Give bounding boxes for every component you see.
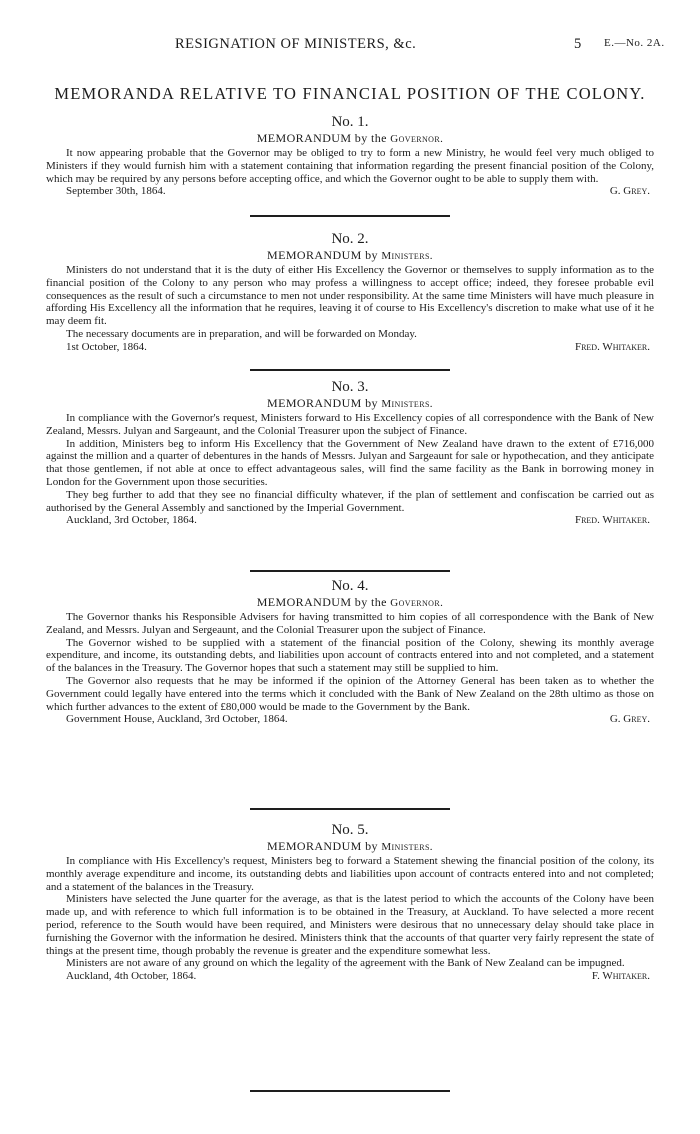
- memo-number: No. 3.: [331, 379, 369, 395]
- memo-heading: [46, 839, 654, 855]
- document-title: MEMORANDA RELATIVE TO FINANCIAL POSITION OF THE COLONY.: [54, 84, 646, 103]
- section-divider: [250, 1090, 450, 1092]
- memo-author: Governor.: [390, 597, 444, 609]
- section-divider: [250, 808, 450, 810]
- signature-line: [46, 970, 654, 983]
- signature-line: [46, 185, 654, 198]
- memo-paragraph: The Governor thanks his Responsible Advisers for having transmitted to him copies of all correspondence with the Bank of New Zealand, and Messrs. Julyan and Sergeaunt, and the Colonial Treasurer upon the subject of Finance.: [46, 611, 654, 636]
- memo-heading-text: MEMORANDUM by: [267, 396, 378, 410]
- memo-signature: Fred. Whitaker.: [574, 514, 650, 527]
- running-title: RESIGNATION OF MINISTERS, &c.: [175, 36, 417, 52]
- running-header: [0, 36, 700, 54]
- memo-signature: Fred. Whitaker.: [574, 340, 650, 353]
- memorandum-5: [46, 822, 654, 983]
- section-divider: [250, 570, 450, 572]
- memo-author: Governor.: [390, 133, 444, 145]
- memo-heading: [46, 131, 654, 147]
- memo-paragraph: It now appearing probable that the Governor may be obliged to try to form a new Ministry, he would feel very much obliged to Ministers if they would furnish him with a statement containing that information regarding the present financial position of the Colony, which may be required by any persons before accepting office, and which the Governor ought to be able to supply them with.: [46, 147, 654, 185]
- memo-heading: [46, 396, 654, 412]
- memo-date: Auckland, 4th October, 1864.: [66, 970, 197, 983]
- memo-date: September 30th, 1864.: [66, 185, 166, 198]
- memo-paragraph: The Governor also requests that he may be informed if the opinion of the Attorney General has been taken as to whether the Government could legally have entered into the terms which it concluded with the Bank of New Zealand on the 28th ultimo as those on which further advances to the extent of £80,000 would be made to the Government by the Bank.: [46, 674, 654, 713]
- memo-date: 1st October, 1864.: [66, 340, 147, 353]
- memo-heading-text: MEMORANDUM by: [267, 248, 378, 262]
- memo-number: No. 4.: [331, 578, 369, 594]
- memo-heading-text: MEMORANDUM by the: [256, 131, 387, 145]
- memo-paragraph: In compliance with the Governor's request, Ministers forward to His Excellency copies of all correspondence with the Bank of New Zealand, Messrs. Julyan and Sargeaunt, and the Colonial Treasurer upon the subject of Finance.: [46, 412, 654, 437]
- memorandum-2: [46, 231, 654, 354]
- section-divider: [250, 369, 450, 371]
- signature-line: [46, 514, 654, 527]
- memo-number: No. 1.: [331, 114, 369, 130]
- page-number: 5: [574, 36, 582, 52]
- memo-paragraph: They beg further to add that they see no financial difficulty whatever, if the plan of settlement and confiscation be carried out as authorised by the General Assembly and sanctioned by the Imperial Government.: [46, 488, 654, 514]
- memo-paragraph: Ministers do not understand that it is the duty of either His Excellency the Governor or themselves to supply information as to the financial position of the Colony to any person who may profess a willingness to accept office; indeed, they foresee probable evil consequences as the result of such a circumstance to men not under responsibility. At the same time Ministers will have much pleasure in affording His Excellency all the information that he requires, leaving it of course to His Excellency's discretion to make what use of it he may deem fit.: [46, 264, 654, 328]
- series-reference: E.—No. 2A.: [604, 37, 665, 49]
- memo-signature: G. Grey.: [609, 713, 650, 726]
- memo-heading-text: MEMORANDUM by the: [256, 595, 387, 609]
- memo-number: No. 5.: [331, 822, 369, 838]
- memo-date: Government House, Auckland, 3rd October, 1864.: [66, 713, 288, 726]
- memo-heading: [46, 595, 654, 611]
- memorandum-4: [46, 578, 654, 726]
- signature-line: [46, 341, 654, 354]
- memo-author: Ministers.: [381, 398, 433, 410]
- memo-date: Auckland, 3rd October, 1864.: [66, 514, 197, 527]
- memo-author: Ministers.: [381, 250, 433, 262]
- memorandum-3: [46, 379, 654, 527]
- memo-paragraph: The necessary documents are in preparation, and will be forwarded on Monday.: [66, 327, 417, 340]
- memo-heading-text: MEMORANDUM by: [267, 839, 378, 853]
- memo-paragraph: In addition, Ministers beg to inform His Excellency that the Government of New Zealand have drawn to the extent of £716,000 against the million and a quarter of debentures in the hands of Messrs. Julyan and Sargeaunt for sale or hypothecation, and they anticipate that those gentlemen, if not able at once to effect advantageous sales, will find the same facility as the Bank in borrowing money in London for the Government upon those securities.: [46, 437, 654, 488]
- memo-paragraph: In compliance with His Excellency's request, Ministers beg to forward a Statement shewing the financial position of the colony, its monthly average expenditure and income, its outstanding debts and liabilities upon account of contracts entered into and not completed; and a statement of the balances in the Treasury.: [46, 855, 654, 893]
- signature-line: [46, 713, 654, 726]
- memo-paragraph: The Governor wished to be supplied with a statement of the financial position of the Colony, shewing its monthly average expenditure, and income, its outstanding debts, and liabilities upon account of contracts entered into and not completed, and a statement of the balances in the Treasury. The Governor hopes that such a statement may still be supplied to him.: [46, 636, 654, 675]
- memo-author: Ministers.: [381, 841, 433, 853]
- memo-signature: F. Whitaker.: [591, 970, 650, 983]
- memo-signature: G. Grey.: [609, 185, 650, 198]
- memo-paragraph: Ministers have selected the June quarter for the average, as that is the latest period to which the accounts of the Colony have been made up, and with reference to which full information is to be obtained in the Treasury, at Auckland. To have selected a more recent period, reference to the South would have been required, and Ministers were desirous that no unnecessary delay should take place in furnishing the Governor with the information he desired. Ministers think that the accounts of that quarter very fairly represent the state of things at the present time, though probably the revenue is greater and the expenditure somewhat less.: [46, 893, 654, 957]
- section-divider: [250, 215, 450, 217]
- memorandum-1: [46, 114, 654, 198]
- memo-heading: [46, 248, 654, 264]
- memo-number: No. 2.: [331, 231, 369, 247]
- memo-paragraph: Ministers are not aware of any ground on which the legality of the agreement with the Bank of New Zealand can be impugned.: [66, 957, 625, 970]
